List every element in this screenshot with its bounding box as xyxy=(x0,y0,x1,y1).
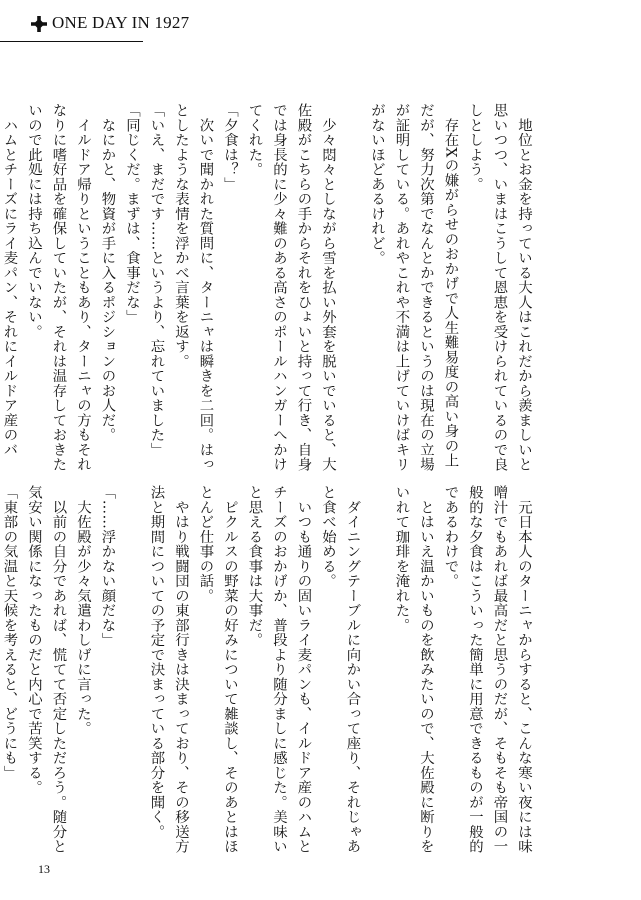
text-line: と食べ始める。 xyxy=(320,485,336,589)
text-line: と思える食事は大事だ。 xyxy=(246,485,263,648)
text-line: やはり戦闘団の東部行きは決まっており、その移送方 xyxy=(173,485,189,854)
text-line: 元日本人のターニャからすると、こんな寒い夜には味 xyxy=(516,485,532,854)
text-line: いので此処には持ち込んでいない。 xyxy=(26,103,42,339)
text-line: 般的な夕食はこういった簡単に用意できるものが一般的 xyxy=(467,485,483,854)
text-line: とはいえ温かいものを飲みたいので、大佐殿に断りを xyxy=(418,485,434,854)
text-line: チーズのおかげか、普段より随分ましに感じた。美味い xyxy=(271,485,287,854)
text-line: 次いで聞かれた質問に、ターニャは瞬きを二回。はっ xyxy=(197,103,214,472)
text-line: ピクルスの野菜の好みについて雑談し、そのあとはほ xyxy=(222,485,238,854)
upper-text-block xyxy=(1,103,536,472)
text-line: てくれた。 xyxy=(246,103,263,177)
lower-text-block xyxy=(1,485,536,854)
text-line: 思いつつ、いまはこうして恩恵を受けられているので良 xyxy=(491,103,508,472)
text-line: 法と期間についての予定で決まっている部分を聞く。 xyxy=(148,485,165,839)
text-line: 気安い関係になったものだと内心で苦笑する。 xyxy=(26,485,42,795)
text-line: 「……浮かない顔だな」 xyxy=(99,485,116,648)
text-line: としたような表情を浮かべ言葉を返す。 xyxy=(173,103,189,369)
text-line: イルドア帰りということもあり、ターニャの方もそれ xyxy=(75,103,91,472)
text-line: 存在Xの嫌がらせのおかげで人生難易度の高い身の上 xyxy=(442,103,459,468)
text-line: 以前の自分であれば、慌てて否定しただろう。随分と xyxy=(50,485,67,854)
text-line: だが、努力次第でなんとかできるというのは現在の立場 xyxy=(418,103,434,472)
cross-ornament-icon xyxy=(31,16,47,32)
text-line: では身長的に少々難のある高さのポールハンガーへかけ xyxy=(271,103,287,472)
text-line: ハムとチーズにライ麦パン、それにイルドア産のバ xyxy=(1,103,18,457)
text-line: とんど仕事の話。 xyxy=(197,485,214,603)
text-line: が証明している。あれやこれや不満は上げていけばキリ xyxy=(393,103,410,472)
text-line: 噌汁でもあれば最高だと思うのだが、そもそも帝国の一 xyxy=(491,485,508,854)
text-line: 「夕食は？」 xyxy=(222,103,238,192)
text-line: 少々悶々としながら雪を払い外套を脱いでいると、大 xyxy=(320,103,336,472)
page-number: 13 xyxy=(38,862,50,876)
text-line: 大佐殿が少々気遣わしげに言った。 xyxy=(75,485,91,736)
header-rule xyxy=(0,41,143,42)
text-line: いつも通りの固いライ麦パンも、イルドア産のハムと xyxy=(295,485,312,854)
text-line xyxy=(365,485,390,840)
text-line: ダイニングテーブルに向かい合って座り、それじゃあ xyxy=(344,485,361,854)
text-line: なりに嗜好品を確保していたが、それは温存しておきた xyxy=(50,103,67,472)
text-line: 「いえ、まだです……というより、忘れていました」 xyxy=(148,103,165,457)
text-line: であるわけで。 xyxy=(442,485,459,589)
text-line: しとしよう。 xyxy=(467,103,483,192)
text-line: がないほどあるけれど。 xyxy=(369,103,385,266)
text-line: 「東部の気温と天候を考えると、どうにも」 xyxy=(1,485,18,780)
text-line xyxy=(120,485,145,840)
running-header xyxy=(0,0,641,52)
text-line: いれて珈琲を淹れた。 xyxy=(393,485,410,633)
text-line xyxy=(340,103,365,443)
text-line: 地位とお金を持っている大人はこれだから羨ましいと xyxy=(516,103,532,472)
text-line: 「同じくだ。まずは、食事だな」 xyxy=(124,103,140,325)
text-line: 佐殿がこちらの手からそれをひょいと持って行き、自身 xyxy=(295,103,312,472)
text-line: なにかと、物資が手に入るポジションのお人だ。 xyxy=(99,103,116,443)
header-title: ONE DAY IN 1927 xyxy=(52,13,190,32)
